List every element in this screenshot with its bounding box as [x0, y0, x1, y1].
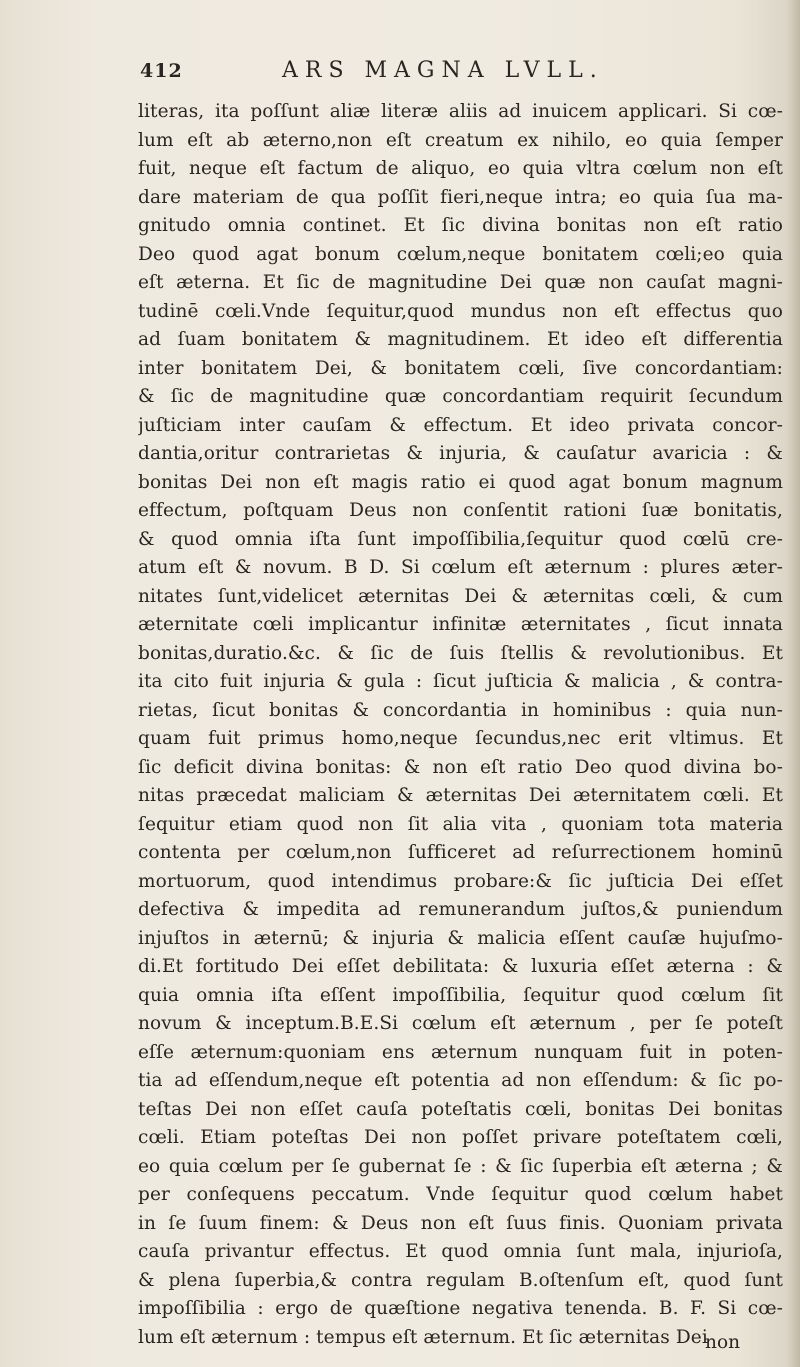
text-line: novum & inceptum.B.E.Si cœlum eſt æternum , per ſe poteſt: [138, 1013, 783, 1034]
text-line: ita cito fuit injuria & gula : ſicut juſticia & malicia , & contra-: [138, 671, 783, 692]
text-line: effectum, poſtquam Deus non conſentit rationi ſuæ bonitatis,: [138, 500, 783, 521]
text-line: ad ſuam bonitatem & magnitudinem. Et ideo eſt differentia: [138, 329, 783, 350]
text-line: eſſe æternum:quoniam ens æternum nunquam fuit in poten-: [138, 1041, 783, 1063]
text-line: æternitate cœli implicantur infinitæ æternitates , ſicut innata: [138, 614, 783, 635]
text-line: teſtas Dei non eſſet cauſa poteſtatis cœli, bonitas Dei bonitas: [138, 1098, 783, 1120]
text-line: injuſtos in æternū; & injuria & malicia eſſent cauſæ hujuſmo-: [138, 927, 783, 949]
text-line: lum eſt ab æterno,non eſt creatum ex nihilo, eo quia ſemper: [138, 129, 783, 151]
catchword: non: [705, 1332, 740, 1353]
text-line: di.Et fortitudo Dei eſſet debilitata: & luxuria eſſet æterna : &: [138, 956, 783, 977]
running-title: ARS MAGNA LVLL.: [282, 58, 604, 83]
text-line: dare materiam de qua poſſit fieri,neque intra; eo quia ſua ma-: [138, 186, 783, 208]
text-line: & plena ſuperbia,& contra regulam B.oſtenſum eſt, quod ſunt: [138, 1269, 783, 1291]
body-text: [138, 98, 792, 1352]
text-line: atum eſt & novum. B D. Si cœlum eſt æternum : plures æter-: [138, 557, 783, 578]
text-line: nitas præcedat maliciam & æternitas Dei æternitatem cœli. Et: [138, 785, 783, 806]
text-line: quam fuit primus homo,neque ſecundus,nec erit vltimus. Et: [138, 728, 783, 749]
text-line: Deo quod agat bonum cœlum,neque bonitatem cœli;eo quia: [138, 243, 783, 265]
text-line: eſt æterna. Et ſic de magnitudine Dei quæ non cauſat magni-: [138, 272, 783, 293]
text-line: cauſa privantur effectus. Et quod omnia ſunt mala, injurioſa,: [138, 1241, 783, 1262]
text-line: per conſequens peccatum. Vnde ſequitur quod cœlum habet: [138, 1184, 783, 1205]
text-line: eo quia cœlum per ſe gubernat ſe : & ſic ſuperbia eſt æterna ; &: [138, 1155, 783, 1177]
text-line: juſticiam inter cauſam & effectum. Et ideo privata concor-: [138, 414, 783, 436]
text-line: lum eſt æternum : tempus eſt æternum. Et ſic æternitas Dei: [138, 1326, 708, 1348]
text-line: tudinē cœli.Vnde ſequitur,quod mundus non eſt effectus quo: [138, 300, 783, 322]
text-line: & ſic de magnitudine quæ concordantiam requirit ſecundum: [138, 386, 783, 407]
text-line: nitates ſunt,videlicet æternitas Dei & æternitas cœli, & cum: [138, 585, 783, 607]
page-header: [140, 56, 700, 90]
text-line: ſequitur etiam quod non ſit alia vita , quoniam tota materia: [138, 813, 783, 835]
text-line: mortuorum, quod intendimus probare:& ſic juſticia Dei eſſet: [138, 870, 783, 892]
text-line: rietas, ſicut bonitas & concordantia in hominibus : quia nun-: [138, 699, 783, 721]
text-line: literas, ita poſſunt aliæ literæ aliis ad inuicem applicari. Si cœ-: [138, 101, 783, 122]
text-line: tia ad eſſendum,neque eſt potentia ad non eſſendum: & ſic po-: [138, 1070, 783, 1091]
text-line: quia omnia iſta eſſent impoſſibilia, ſequitur quod cœlum ſit: [138, 984, 783, 1006]
text-line: defectiva & impedita ad remunerandum juſtos,& puniendum: [138, 899, 783, 920]
text-line: & quod omnia iſta ſunt impoſſibilia,ſequitur quod cœlū cre-: [138, 528, 783, 550]
text-line: impoſſibilia : ergo de quæſtione negativa tenenda. B. F. Si cœ-: [138, 1298, 783, 1319]
text-line: fuit, neque eſt factum de aliquo, eo quia vltra cœlum non eſt: [138, 158, 783, 179]
text-line: dantia,oritur contrarietas & injuria, & cauſatur avaricia : &: [138, 443, 783, 464]
text-line: ſic deficit divina bonitas: & non eſt ratio Deo quod divina bo-: [138, 756, 783, 778]
text-line: contenta per cœlum,non ſufficeret ad reſurrectionem hominū: [138, 842, 783, 863]
text-line: gnitudo omnia continet. Et ſic divina bonitas non eſt ratio: [138, 215, 783, 236]
text-line: in ſe ſuum finem: & Deus non eſt ſuus finis. Quoniam privata: [138, 1212, 783, 1234]
text-line: bonitas,duratio.&c. & ſic de ſuis ſtellis & revolutionibus. Et: [138, 642, 783, 664]
page-number: 412: [140, 60, 183, 82]
text-line: bonitas Dei non eſt magis ratio ei quod agat bonum magnum: [138, 471, 783, 493]
text-line: inter bonitatem Dei, & bonitatem cœli, ſive concordantiam:: [138, 357, 783, 379]
text-line: cœli. Etiam poteſtas Dei non poſſet privare poteſtatem cœli,: [138, 1127, 783, 1148]
